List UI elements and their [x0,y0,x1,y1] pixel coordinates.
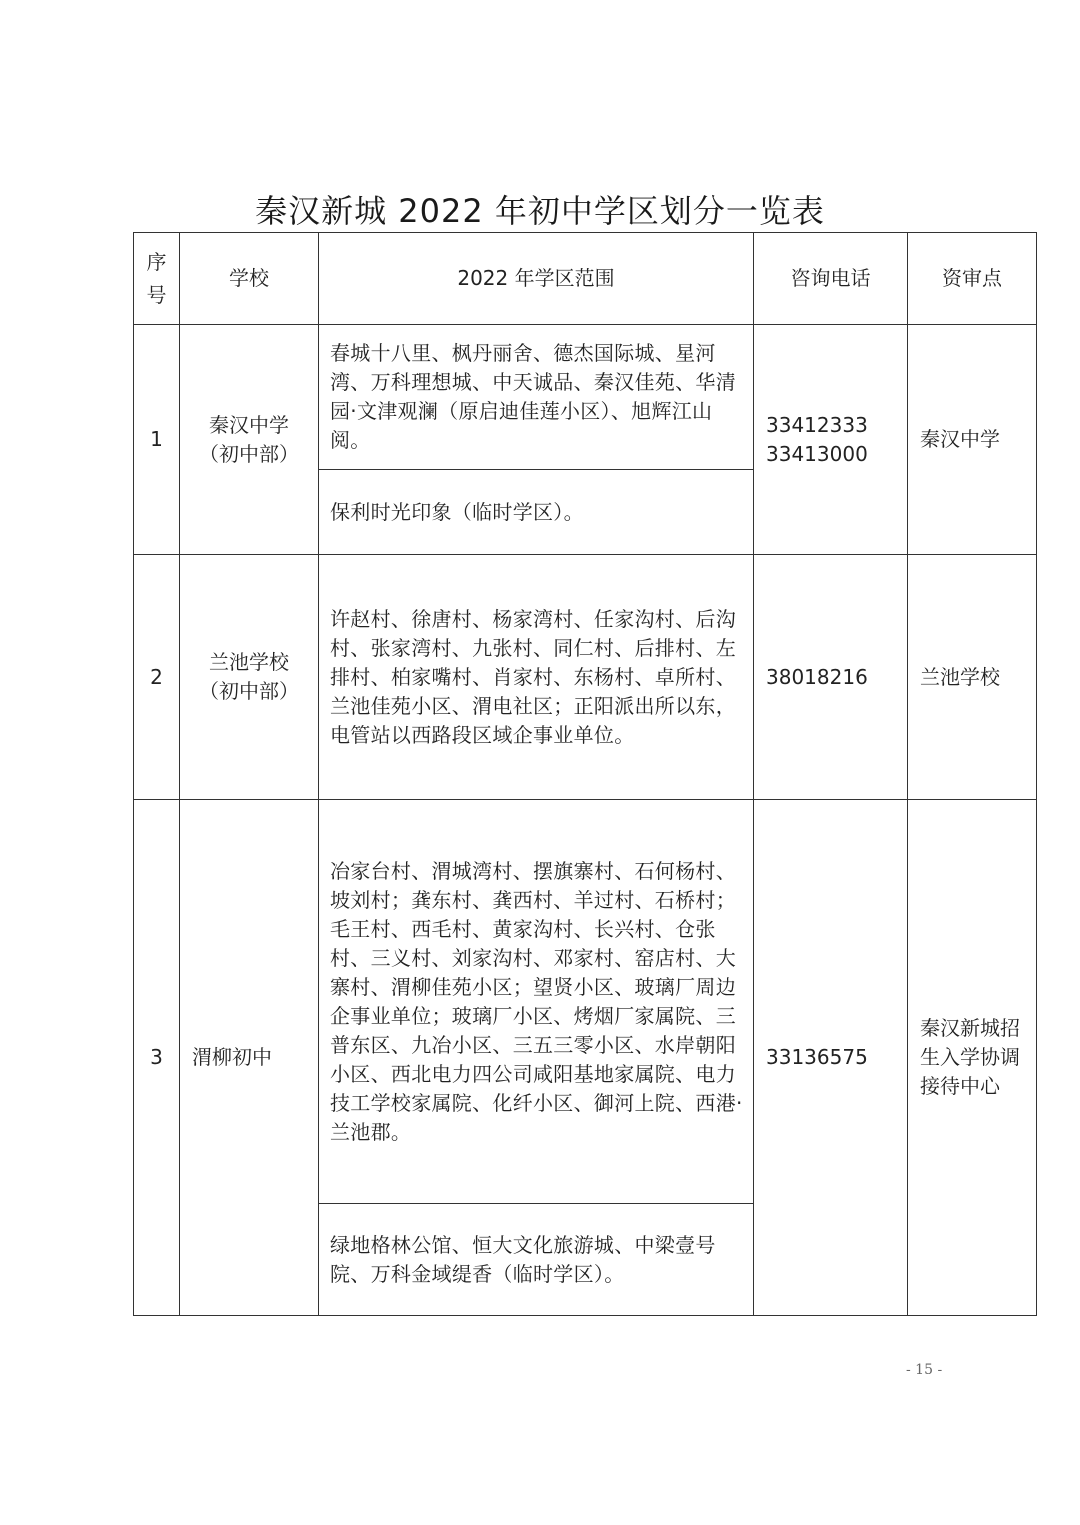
header-seq-line1: 序 [146,249,167,274]
row-seq: 3 [134,800,180,1316]
row-phone [754,325,908,555]
school-district-table [133,232,1037,1316]
row-school [180,325,319,555]
table-row [134,325,1037,470]
row-range-main: 春城十八里、枫丹丽舍、德杰国际城、星河湾、万科理想城、中天诚品、秦汉佳苑、华清园·文津观澜（原启迪佳莲小区）、旭辉江山阅。 [319,325,754,470]
school-note: （初中部） [199,441,299,466]
row-phone: 38018216 [754,555,908,800]
header-seq [134,233,180,325]
school-name: 秦汉中学 [209,412,289,437]
document-title: 秦汉新城 2022 年初中学区划分一览表 [255,192,825,230]
row-range-main: 冶家台村、渭城湾村、摆旗寨村、石何杨村、坡刘村；龚东村、龚西村、羊过村、石桥村；毛王村、西毛村、黄家沟村、长兴村、仓张村、三义村、刘家沟村、邓家村、窑店村、大寨村、渭柳佳苑小区；望贤小区、玻璃厂周边企事业单位；玻璃厂小区、烤烟厂家属院、三普东区、九冶小区、三五三零小区、水岸朝阳小区、西北电力四公司咸阳基地家属院、电力技工学校家属院、化纤小区、御河上院、西港·兰池郡。 [319,800,754,1204]
row-phone: 33136575 [754,800,908,1316]
row-school [180,555,319,800]
row-range-temp: 绿地格林公馆、恒大文化旅游城、中梁壹号院、万科金域缇香（临时学区）。 [319,1204,754,1316]
row-range-main: 许赵村、徐唐村、杨家湾村、任家沟村、后沟村、张家湾村、九张村、同仁村、后排村、左排村、柏家嘴村、肖家村、东杨村、卓所村、兰池佳苑小区、渭电社区；正阳派出所以东，电管站以西路段区域企事业单位。 [319,555,754,800]
row-seq: 1 [134,325,180,555]
header-range: 2022 年学区范围 [319,233,754,325]
header-phone: 咨询电话 [754,233,908,325]
row-review: 秦汉新城招生入学协调接待中心 [908,800,1037,1316]
row-range-temp: 保利时光印象（临时学区）。 [319,470,754,555]
table-row [134,555,1037,800]
school-name: 兰池学校 [209,650,289,674]
row-seq: 2 [134,555,180,800]
header-seq-line2: 号 [146,282,167,307]
header-review: 资审点 [908,233,1037,325]
phone-number: 33413000 [766,441,868,466]
phone-number: 33412333 [766,412,868,437]
page-number: - 15 - [906,1362,943,1378]
row-school: 渭柳初中 [180,800,319,1316]
row-review: 兰池学校 [908,555,1037,800]
table-header-row [134,233,1037,325]
school-note: （初中部） [199,679,299,703]
table-row [134,800,1037,1204]
header-school: 学校 [180,233,319,325]
row-review: 秦汉中学 [908,325,1037,555]
